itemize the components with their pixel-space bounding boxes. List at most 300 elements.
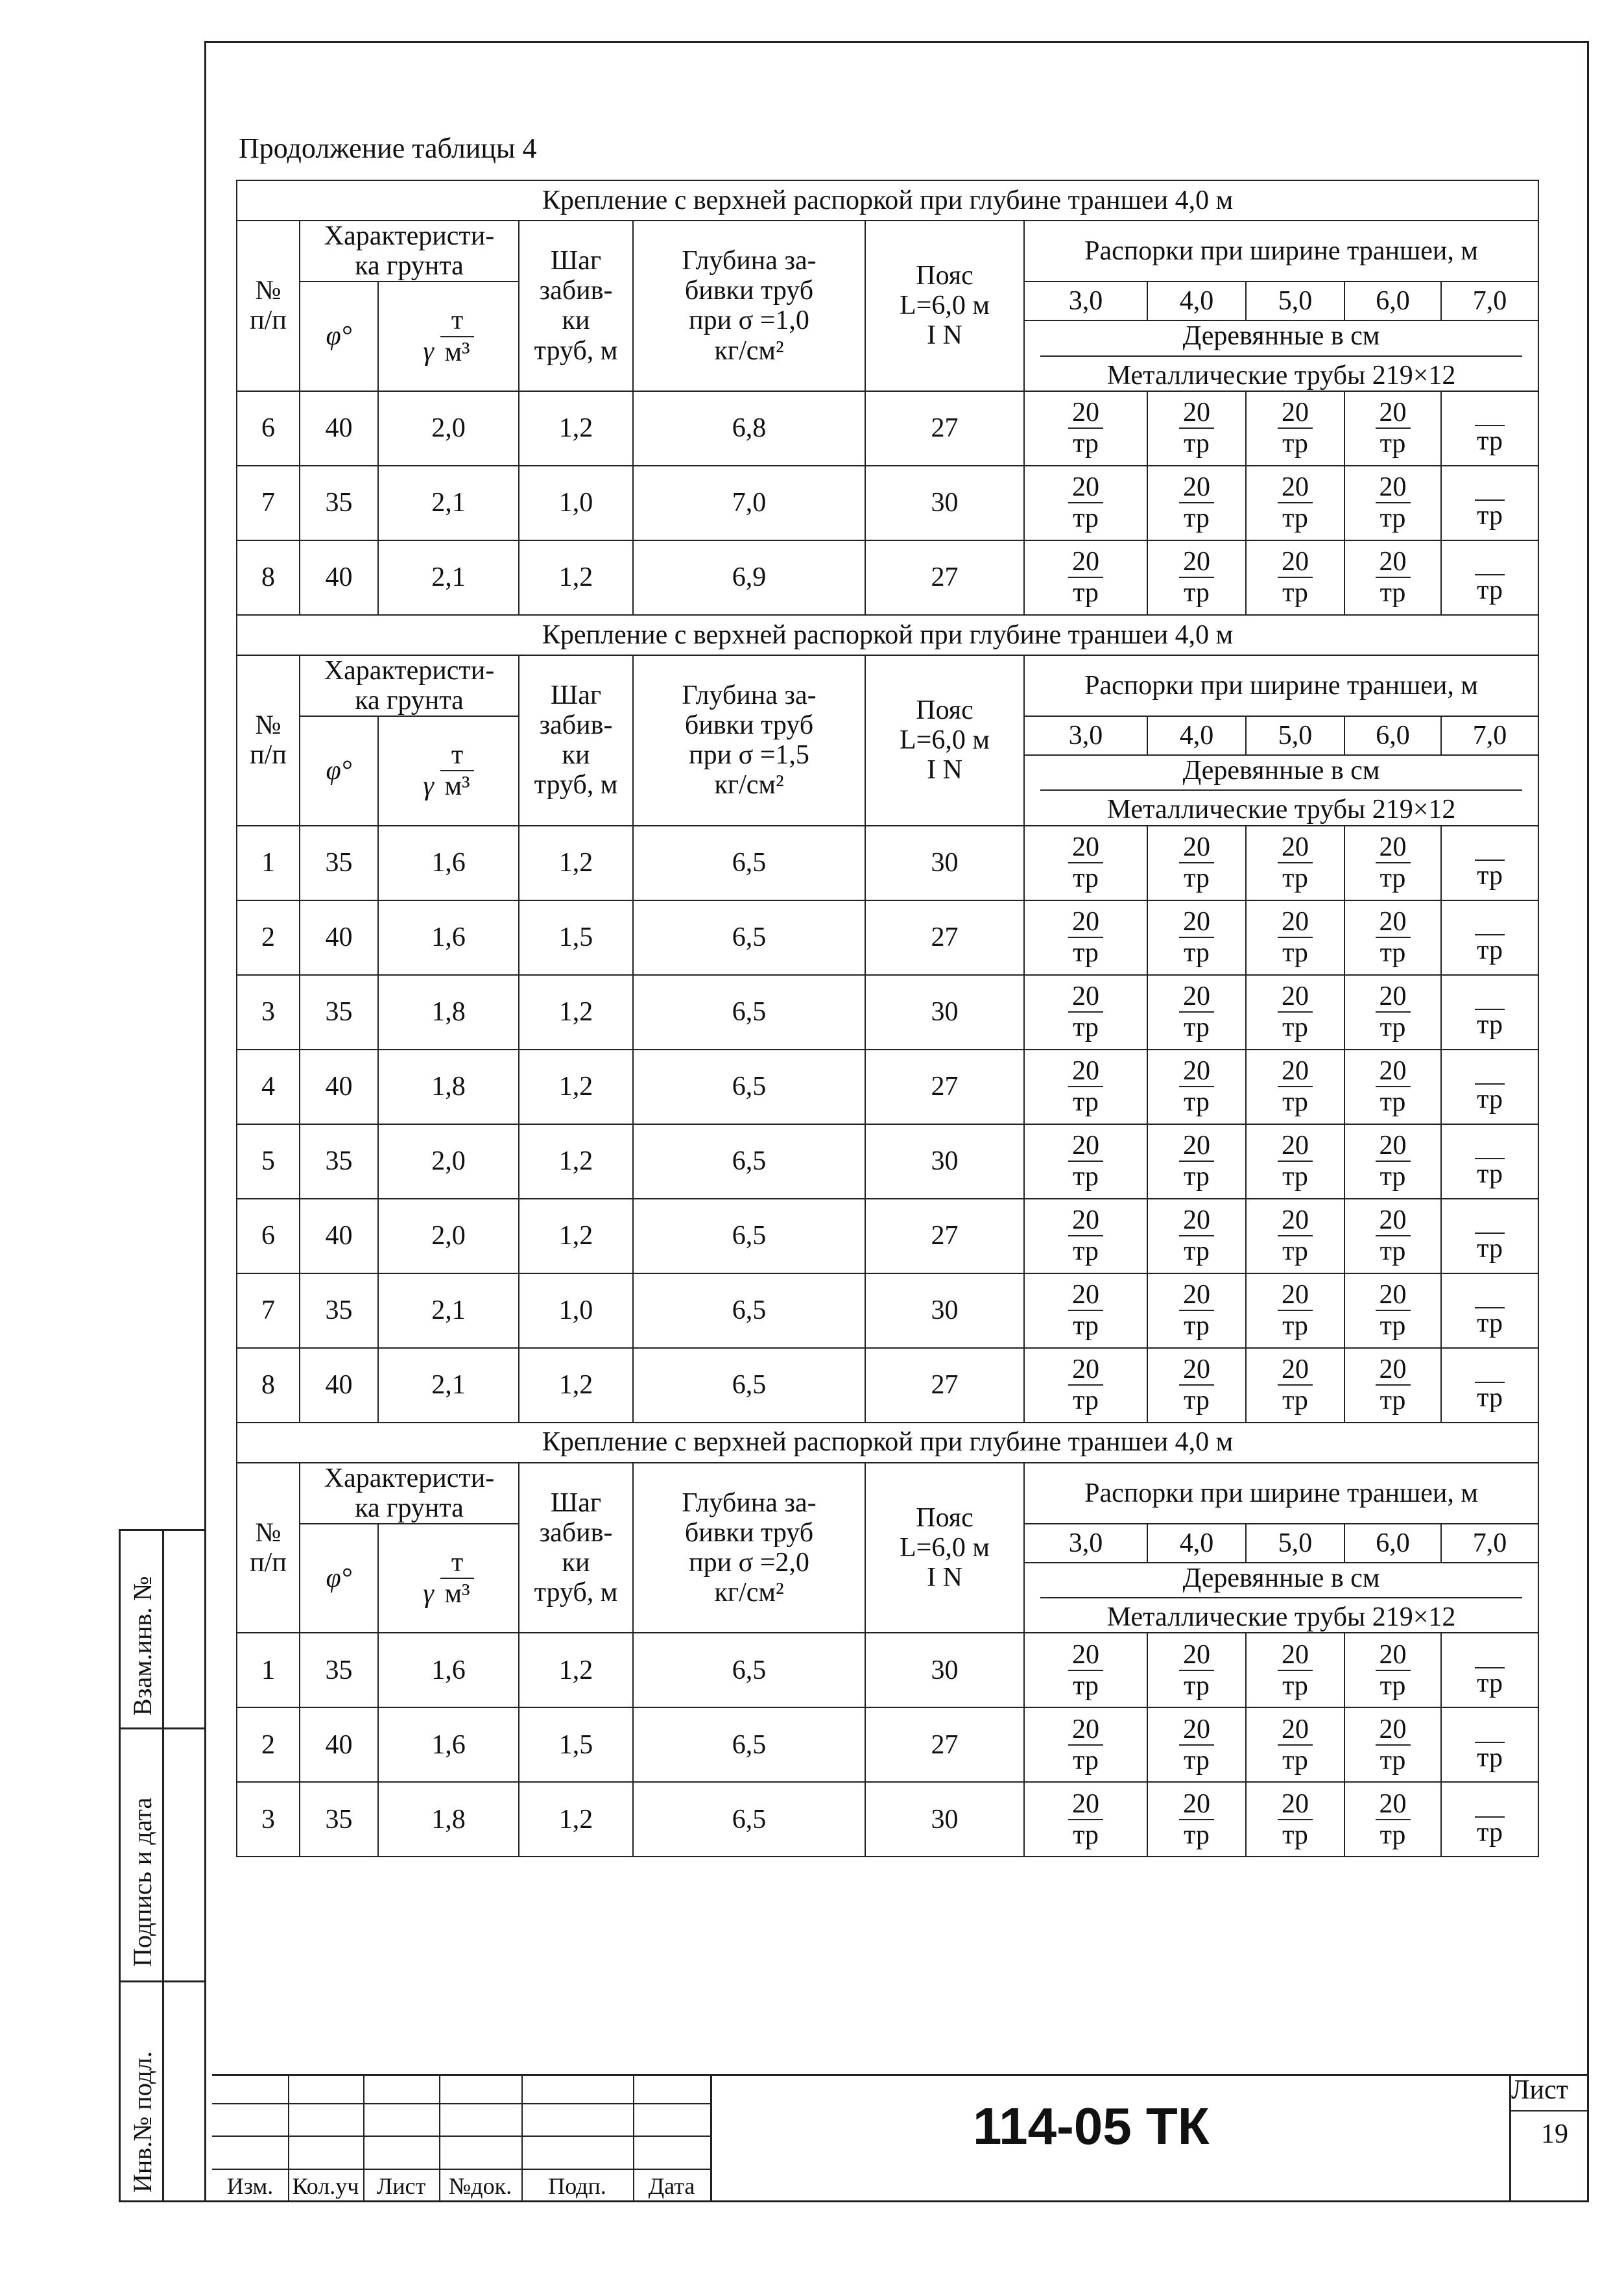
cell-depth: 6,5 <box>633 1124 865 1199</box>
document-code: 114-05 ТК <box>973 2097 1210 2155</box>
strut-cell <box>1246 1124 1344 1199</box>
depth-l1: Глубина за- <box>682 246 817 276</box>
cell-depth: 6,5 <box>633 1707 865 1782</box>
strut-cell <box>1344 1707 1441 1782</box>
strut-pipe: тр <box>1073 1670 1099 1701</box>
strut-material <box>1024 1563 1538 1633</box>
step-l3: ки <box>562 1547 590 1578</box>
depth-l3: при σ =2,0 <box>689 1547 809 1578</box>
soil-header-top: Характеристи- <box>324 655 495 686</box>
strut-pipe: тр <box>1379 1013 1406 1042</box>
sheet-number: 19 <box>1541 2119 1568 2149</box>
num-header <box>237 655 300 826</box>
cell-gamma: 1,8 <box>378 1782 519 1857</box>
strut-size: 20 <box>1376 981 1411 1013</box>
cell-n: 8 <box>237 540 300 615</box>
strut-pipe: тр <box>1379 1386 1406 1415</box>
cell-depth: 6,5 <box>633 1782 865 1857</box>
strut-pipe: тр <box>1282 1087 1308 1117</box>
cell-depth: 6,5 <box>633 1199 865 1273</box>
cell-phi: 40 <box>300 1707 378 1782</box>
strut-size: 20 <box>1068 1131 1103 1162</box>
strut-size: 20 <box>1068 547 1103 578</box>
strut-cell <box>1246 826 1344 900</box>
gamma-symbol: γ <box>423 337 434 367</box>
strut-pipe: тр <box>1477 1742 1503 1773</box>
strut-pipe: тр <box>1282 429 1308 459</box>
strut-cell <box>1344 1124 1441 1199</box>
step-l4: труб, м <box>534 770 618 800</box>
strut-size: 20 <box>1278 398 1313 429</box>
data-label: Дата <box>648 2173 695 2199</box>
strut-cell <box>1147 975 1246 1050</box>
strut-cell <box>1024 540 1147 615</box>
strut-size: 20 <box>1376 1789 1411 1820</box>
cell-n: 6 <box>237 1199 300 1273</box>
strut-cell <box>1024 1633 1147 1707</box>
trench-width: 3,0 <box>1024 282 1147 320</box>
strut-size: 20 <box>1179 1640 1214 1671</box>
strut-cell <box>1344 1782 1441 1857</box>
strut-size: 20 <box>1179 1056 1214 1087</box>
strut-size: 20 <box>1179 907 1214 938</box>
cell-depth: 6,8 <box>633 391 865 466</box>
step-l4: труб, м <box>534 335 618 366</box>
num-header-bottom: п/п <box>250 306 287 336</box>
cell-phi: 35 <box>300 1633 378 1707</box>
strut-cell-dash <box>1441 900 1538 975</box>
depth-header <box>633 655 865 826</box>
strut-pipe: тр <box>1282 1236 1308 1266</box>
depth-l4: кг/см² <box>714 335 784 366</box>
trench-width: 6,0 <box>1344 282 1441 320</box>
cell-phi: 35 <box>300 1782 378 1857</box>
strut-cell <box>1147 1707 1246 1782</box>
izm-label: Изм. <box>226 2173 274 2199</box>
cell-phi: 35 <box>300 466 378 540</box>
cell-belt: 30 <box>865 975 1024 1050</box>
cell-gamma: 1,6 <box>378 900 519 975</box>
belt-l3: I N <box>927 320 962 351</box>
cell-depth: 6,5 <box>633 900 865 975</box>
strut-size: 20 <box>1376 472 1411 503</box>
strut-size: 20 <box>1068 1640 1103 1671</box>
depth-l4: кг/см² <box>714 770 784 800</box>
strut-pipe: тр <box>1477 575 1503 606</box>
trench-width: 7,0 <box>1441 1524 1538 1563</box>
step-header <box>519 655 633 826</box>
strut-cell-dash <box>1441 1273 1538 1348</box>
section-title: Крепление с верхней распоркой при глубине траншеи 4,0 м <box>237 615 1538 655</box>
strut-cell <box>1246 1199 1344 1273</box>
num-header-top: № <box>255 1517 281 1548</box>
phi-header <box>300 282 378 391</box>
cell-gamma: 1,8 <box>378 975 519 1050</box>
belt-l1: Пояс <box>916 1502 973 1533</box>
strut-size: 20 <box>1376 547 1411 578</box>
strut-size: 20 <box>1376 1354 1411 1386</box>
strut-pipe: тр <box>1282 1013 1308 1042</box>
strut-pipe: тр <box>1477 1308 1503 1338</box>
cell-n: 4 <box>237 1050 300 1124</box>
strut-pipe: тр <box>1184 1162 1210 1192</box>
strut-pipe: тр <box>1379 1745 1406 1775</box>
strut-cell <box>1246 466 1344 540</box>
cell-step: 1,2 <box>519 540 633 615</box>
cell-phi: 40 <box>300 900 378 975</box>
strut-cell-dash <box>1441 1124 1538 1199</box>
strut-cell <box>1147 1633 1246 1707</box>
strut-size: 20 <box>1179 1789 1214 1820</box>
strut-size: 20 <box>1068 1354 1103 1386</box>
strut-size: 20 <box>1068 907 1103 938</box>
trench-width: 3,0 <box>1024 1524 1147 1563</box>
section-title: Крепление с верхней распоркой при глубине траншеи 4,0 м <box>237 180 1538 221</box>
gamma-header <box>378 282 519 391</box>
strut-cell <box>1147 540 1246 615</box>
piling-table <box>236 180 1539 1857</box>
side-stamp <box>119 1529 206 2202</box>
gamma-symbol: γ <box>423 1579 434 1609</box>
depth-l4: кг/см² <box>714 1578 784 1608</box>
cell-gamma: 2,0 <box>378 391 519 466</box>
cell-n: 5 <box>237 1124 300 1199</box>
step-l1: Шаг <box>550 246 602 276</box>
strut-size: 20 <box>1068 1205 1103 1236</box>
table-row <box>237 466 1538 540</box>
strut-cell <box>1344 1348 1441 1423</box>
depth-l3: при σ =1,0 <box>689 306 809 336</box>
strut-cell-dash <box>1441 975 1538 1050</box>
strut-pipe: тр <box>1477 1233 1503 1264</box>
side-stamp-divider <box>121 1727 206 1729</box>
table-row <box>237 1050 1538 1124</box>
cell-belt: 27 <box>865 900 1024 975</box>
cell-step: 1,0 <box>519 1273 633 1348</box>
cell-belt: 30 <box>865 1124 1024 1199</box>
gamma-unit-den: м³ <box>444 337 470 367</box>
strut-pipe: тр <box>1477 426 1503 457</box>
strut-cell <box>1024 1782 1147 1857</box>
strut-cell-dash <box>1441 826 1538 900</box>
cell-belt: 27 <box>865 1199 1024 1273</box>
strut-cell-dash <box>1441 540 1538 615</box>
cell-depth: 6,5 <box>633 1348 865 1423</box>
cell-belt: 27 <box>865 1707 1024 1782</box>
table-row <box>237 1782 1538 1857</box>
trench-width: 5,0 <box>1246 716 1344 755</box>
cell-step: 1,2 <box>519 1199 633 1273</box>
podp-label: Подп. <box>548 2173 606 2199</box>
list-label: Лист <box>376 2173 426 2199</box>
cell-step: 1,2 <box>519 1348 633 1423</box>
cell-step: 1,2 <box>519 1124 633 1199</box>
step-l2: забив- <box>539 710 613 740</box>
strut-size: 20 <box>1376 1280 1411 1311</box>
strut-size: 20 <box>1179 398 1214 429</box>
strut-cell <box>1246 1050 1344 1124</box>
phi-symbol: φ° <box>326 756 352 786</box>
cell-phi: 35 <box>300 975 378 1050</box>
trench-width: 5,0 <box>1246 1524 1344 1563</box>
belt-l1: Пояс <box>916 261 973 291</box>
num-header-bottom: п/п <box>250 740 287 771</box>
phi-header <box>300 1524 378 1633</box>
strut-cell <box>1344 1199 1441 1273</box>
metal-label: Металлические трубы 219×12 <box>1106 1602 1456 1633</box>
belt-l1: Пояс <box>916 695 973 725</box>
strut-pipe: тр <box>1073 578 1099 608</box>
cell-gamma: 2,0 <box>378 1199 519 1273</box>
strut-pipe: тр <box>1184 1386 1210 1415</box>
cell-depth: 6,5 <box>633 1050 865 1124</box>
strut-pipe: тр <box>1073 1386 1099 1415</box>
cell-n: 7 <box>237 466 300 540</box>
cell-depth: 6,5 <box>633 1633 865 1707</box>
strut-size: 20 <box>1278 1789 1313 1820</box>
gamma-unit-num: т <box>440 1548 473 1579</box>
strut-cell <box>1024 1348 1147 1423</box>
strut-pipe: тр <box>1184 1087 1210 1117</box>
strut-material <box>1024 320 1538 391</box>
strut-cell <box>1344 540 1441 615</box>
strut-size: 20 <box>1376 1205 1411 1236</box>
cell-belt: 27 <box>865 540 1024 615</box>
strut-pipe: тр <box>1282 1820 1308 1850</box>
strut-pipe: тр <box>1379 1087 1406 1117</box>
cell-phi: 40 <box>300 1199 378 1273</box>
soil-header-top: Характеристи- <box>324 1463 495 1493</box>
strut-pipe: тр <box>1073 429 1099 459</box>
table-row <box>237 1633 1538 1707</box>
soil-header-top: Характеристи- <box>324 221 495 251</box>
strut-pipe: тр <box>1477 1009 1503 1040</box>
strut-size: 20 <box>1068 1714 1103 1746</box>
cell-belt: 30 <box>865 466 1024 540</box>
strut-size: 20 <box>1278 547 1313 578</box>
strut-pipe: тр <box>1073 863 1099 893</box>
strut-cell <box>1147 466 1246 540</box>
strut-pipe: тр <box>1477 860 1503 891</box>
strut-cell <box>1246 1273 1344 1348</box>
table-row <box>237 1199 1538 1273</box>
cell-belt: 27 <box>865 391 1024 466</box>
step-l4: труб, м <box>534 1578 618 1608</box>
cell-step: 1,2 <box>519 975 633 1050</box>
strut-size: 20 <box>1068 981 1103 1013</box>
strut-pipe: тр <box>1282 1670 1308 1701</box>
sheet-label: Лист <box>1511 2075 1568 2105</box>
strut-cell-dash <box>1441 466 1538 540</box>
strut-cell <box>1147 391 1246 466</box>
depth-l2: бивки труб <box>684 276 814 306</box>
strut-cell-dash <box>1441 1348 1538 1423</box>
strut-cell <box>1147 1782 1246 1857</box>
trench-width: 3,0 <box>1024 716 1147 755</box>
strut-cell <box>1024 900 1147 975</box>
strut-size: 20 <box>1278 907 1313 938</box>
cell-gamma: 1,6 <box>378 1707 519 1782</box>
strut-pipe: тр <box>1379 1820 1406 1850</box>
strut-size: 20 <box>1179 832 1214 863</box>
table-row <box>237 391 1538 466</box>
cell-step: 1,5 <box>519 1707 633 1782</box>
step-header <box>519 221 633 391</box>
step-l3: ки <box>562 306 590 336</box>
strut-cell <box>1246 900 1344 975</box>
cell-belt: 27 <box>865 1050 1024 1124</box>
strut-size: 20 <box>1179 1714 1214 1746</box>
phi-symbol: φ° <box>326 321 352 352</box>
strut-pipe: тр <box>1073 938 1099 968</box>
strut-size: 20 <box>1376 1714 1411 1746</box>
wood-label: Деревянные в см <box>1040 321 1522 356</box>
kol-label: Кол.уч <box>292 2173 359 2199</box>
strut-size: 20 <box>1278 981 1313 1013</box>
strut-cell <box>1344 826 1441 900</box>
step-l1: Шаг <box>550 680 602 710</box>
strut-pipe: тр <box>1073 1013 1099 1042</box>
strut-pipe: тр <box>1282 1162 1308 1192</box>
soil-header-bottom: ка грунта <box>355 685 464 716</box>
strut-cell <box>1147 1124 1246 1199</box>
gamma-unit-den: м³ <box>444 1579 470 1609</box>
strut-pipe: тр <box>1184 1670 1210 1701</box>
strut-cell <box>1344 900 1441 975</box>
strut-cell-dash <box>1441 1199 1538 1273</box>
trench-width: 7,0 <box>1441 716 1538 755</box>
strut-pipe: тр <box>1282 1745 1308 1775</box>
cell-step: 1,2 <box>519 826 633 900</box>
strut-pipe: тр <box>1379 429 1406 459</box>
cell-gamma: 2,1 <box>378 1273 519 1348</box>
strut-cell <box>1024 391 1147 466</box>
strut-material <box>1024 755 1538 825</box>
num-header-top: № <box>255 276 281 306</box>
table-row <box>237 900 1538 975</box>
cell-gamma: 2,1 <box>378 466 519 540</box>
num-header <box>237 1463 300 1633</box>
num-header-top: № <box>255 710 281 740</box>
sign-date-label: Подпись и дата <box>128 1797 157 1967</box>
cell-depth: 6,9 <box>633 540 865 615</box>
strut-cell-dash <box>1441 391 1538 466</box>
strut-pipe: тр <box>1379 503 1406 534</box>
strut-pipe: тр <box>1477 1382 1503 1413</box>
step-l1: Шаг <box>550 1487 602 1518</box>
cell-phi: 40 <box>300 540 378 615</box>
strut-pipe: тр <box>1184 1013 1210 1042</box>
strut-size: 20 <box>1278 1205 1313 1236</box>
gamma-unit-den: м³ <box>444 771 470 802</box>
depth-l3: при σ =1,5 <box>689 740 809 771</box>
cell-phi: 40 <box>300 1050 378 1124</box>
cell-step: 1,2 <box>519 1050 633 1124</box>
strut-pipe: тр <box>1282 1311 1308 1341</box>
strut-cell <box>1344 391 1441 466</box>
strut-size: 20 <box>1278 1714 1313 1746</box>
metal-label: Металлические трубы 219×12 <box>1106 795 1456 825</box>
cell-step: 1,0 <box>519 466 633 540</box>
strut-size: 20 <box>1278 832 1313 863</box>
cell-phi: 35 <box>300 826 378 900</box>
strut-cell <box>1344 1050 1441 1124</box>
strut-size: 20 <box>1179 472 1214 503</box>
strut-size: 20 <box>1376 907 1411 938</box>
strut-pipe: тр <box>1184 578 1210 608</box>
strut-pipe: тр <box>1379 1670 1406 1701</box>
step-l3: ки <box>562 740 590 771</box>
belt-l3: I N <box>927 1562 962 1593</box>
soil-header-bottom: ка грунта <box>355 1493 464 1523</box>
cell-n: 1 <box>237 1633 300 1707</box>
title-block <box>212 2074 1589 2202</box>
strut-cell <box>1344 466 1441 540</box>
cell-step: 1,2 <box>519 391 633 466</box>
strut-cell <box>1024 826 1147 900</box>
strut-size: 20 <box>1179 1205 1214 1236</box>
strut-cell <box>1246 540 1344 615</box>
phi-symbol: φ° <box>326 1563 352 1593</box>
depth-l2: бивки труб <box>684 1517 814 1548</box>
cell-depth: 7,0 <box>633 466 865 540</box>
gamma-header <box>378 1524 519 1633</box>
strut-pipe: тр <box>1379 1162 1406 1192</box>
replace-inv-label: Взам.инв. № <box>128 1576 157 1716</box>
strut-pipe: тр <box>1282 503 1308 534</box>
cell-gamma: 1,6 <box>378 826 519 900</box>
strut-pipe: тр <box>1073 1236 1099 1266</box>
depth-l2: бивки труб <box>684 710 814 740</box>
step-header <box>519 1463 633 1633</box>
strut-pipe: тр <box>1477 1817 1503 1847</box>
metal-label: Металлические трубы 219×12 <box>1106 360 1456 391</box>
strut-cell <box>1147 1348 1246 1423</box>
step-l2: забив- <box>539 1517 613 1548</box>
trench-width: 7,0 <box>1441 282 1538 320</box>
strut-cell <box>1147 1199 1246 1273</box>
trench-width: 4,0 <box>1147 1524 1246 1563</box>
cell-belt: 30 <box>865 1273 1024 1348</box>
strut-size: 20 <box>1068 1280 1103 1311</box>
table-row <box>237 975 1538 1050</box>
strut-pipe: тр <box>1379 1236 1406 1266</box>
cell-phi: 35 <box>300 1124 378 1199</box>
strut-pipe: тр <box>1282 938 1308 968</box>
strut-pipe: тр <box>1073 1087 1099 1117</box>
strut-size: 20 <box>1376 398 1411 429</box>
strut-size: 20 <box>1068 398 1103 429</box>
belt-header <box>865 221 1024 391</box>
cell-gamma: 2,1 <box>378 540 519 615</box>
strut-pipe: тр <box>1477 1159 1503 1189</box>
cell-belt: 30 <box>865 1782 1024 1857</box>
ndok-label: №док. <box>448 2173 512 2199</box>
strut-pipe: тр <box>1282 578 1308 608</box>
cell-phi: 35 <box>300 1273 378 1348</box>
strut-pipe: тр <box>1379 1311 1406 1341</box>
strut-cell <box>1147 1273 1246 1348</box>
soil-header-bottom: ка грунта <box>355 251 464 282</box>
strut-pipe: тр <box>1184 503 1210 534</box>
strut-size: 20 <box>1376 1640 1411 1671</box>
strut-size: 20 <box>1068 1056 1103 1087</box>
table-row <box>237 826 1538 900</box>
table-row <box>237 1707 1538 1782</box>
cell-step: 1,2 <box>519 1782 633 1857</box>
strut-pipe: тр <box>1073 1311 1099 1341</box>
cell-n: 3 <box>237 975 300 1050</box>
